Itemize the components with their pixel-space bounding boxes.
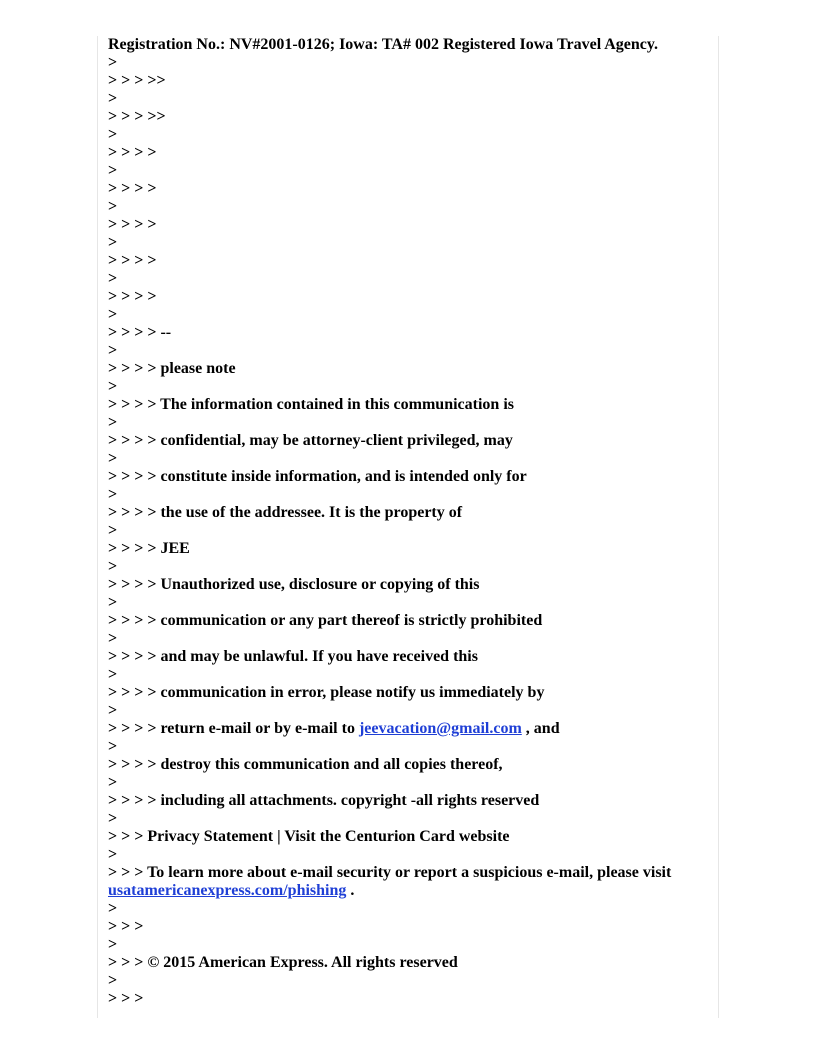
quoted-line: > > > >> [108,72,166,89]
quoted-line: > [108,972,118,989]
return-email-suffix: , and [521,720,560,737]
privacy-statement-line: > > > Privacy Statement | Visit the Centurion Card website [108,828,510,845]
quoted-line: > [108,558,118,575]
quoted-line: > [108,810,118,827]
quoted-line: > [108,630,118,647]
return-email-prefix: > > > > return e-mail or by e-mail to [108,720,359,737]
quoted-line: > > > > [108,216,157,233]
disclaimer-line: > > > > communication in error, please notify us immediately by [108,684,545,701]
disclaimer-line: > > > > the use of the addressee. It is the property of [108,504,463,521]
quoted-line: > [108,522,118,539]
email-body [108,36,708,1008]
quoted-line: > [108,378,118,395]
quoted-line: > [108,270,118,287]
disclaimer-line: > > > > The information contained in this communication is [108,396,514,413]
phishing-suffix: . [346,882,355,899]
quoted-line: > [108,306,118,323]
return-email-line [108,720,708,738]
quoted-line: > [108,162,118,179]
quoted-line: > > > [108,990,144,1007]
notice-heading: > > > > please note [108,360,236,377]
signature-separator: > > > > -- [108,324,172,341]
quoted-line: > [108,900,118,917]
quoted-line: > [108,738,118,755]
quoted-line: > [108,666,118,683]
copyright-line: > > > © 2015 American Express. All rights reserved [108,954,458,971]
disclaimer-line: > > > > Unauthorized use, disclosure or copying of this [108,576,480,593]
disclaimer-line: > > > > JEE [108,540,190,557]
quoted-line: > > > > [108,144,157,161]
quoted-line: > > > > [108,288,157,305]
disclaimer-line: > > > > and may be unlawful. If you have received this [108,648,478,665]
phishing-prefix: > > > To learn more about e-mail security or report a suspicious e-mail, please visit [108,864,672,881]
quoted-line: > > > [108,918,144,935]
quoted-line: > [108,342,118,359]
disclaimer-line: > > > > communication or any part thereof is strictly prohibited [108,612,543,629]
email-page [97,36,719,1018]
quoted-line: > [108,54,118,71]
registration-line: Registration No.: NV#2001-0126; Iowa: TA# 002 Registered Iowa Travel Agency. [108,36,659,53]
disclaimer-line: > > > > constitute inside information, and is intended only for [108,468,527,485]
quoted-line: > > > >> [108,108,166,125]
quoted-line: > [108,702,118,719]
disclaimer-line: > > > > including all attachments. copyright -all rights reserved [108,792,540,809]
disclaimer-line: > > > > confidential, may be attorney-client privileged, may [108,432,513,449]
quoted-line: > [108,90,118,107]
quoted-line: > [108,198,118,215]
disclaimer-line: > > > > destroy this communication and all copies thereof, [108,756,503,773]
phishing-link[interactable]: usatamericanexpress.com/phishing [108,882,347,899]
quoted-line: > [108,594,118,611]
quoted-line: > [108,126,118,143]
quoted-line: > > > > [108,180,157,197]
contact-email-link[interactable]: jeevacation@gmail.com [358,720,522,737]
quoted-line: > [108,846,118,863]
quoted-line: > [108,936,118,953]
quoted-line: > > > > [108,252,157,269]
quoted-line: > [108,774,118,791]
phishing-line [108,864,708,900]
quoted-line: > [108,414,118,431]
quoted-line: > [108,450,118,467]
quoted-line: > [108,234,118,251]
quoted-line: > [108,486,118,503]
